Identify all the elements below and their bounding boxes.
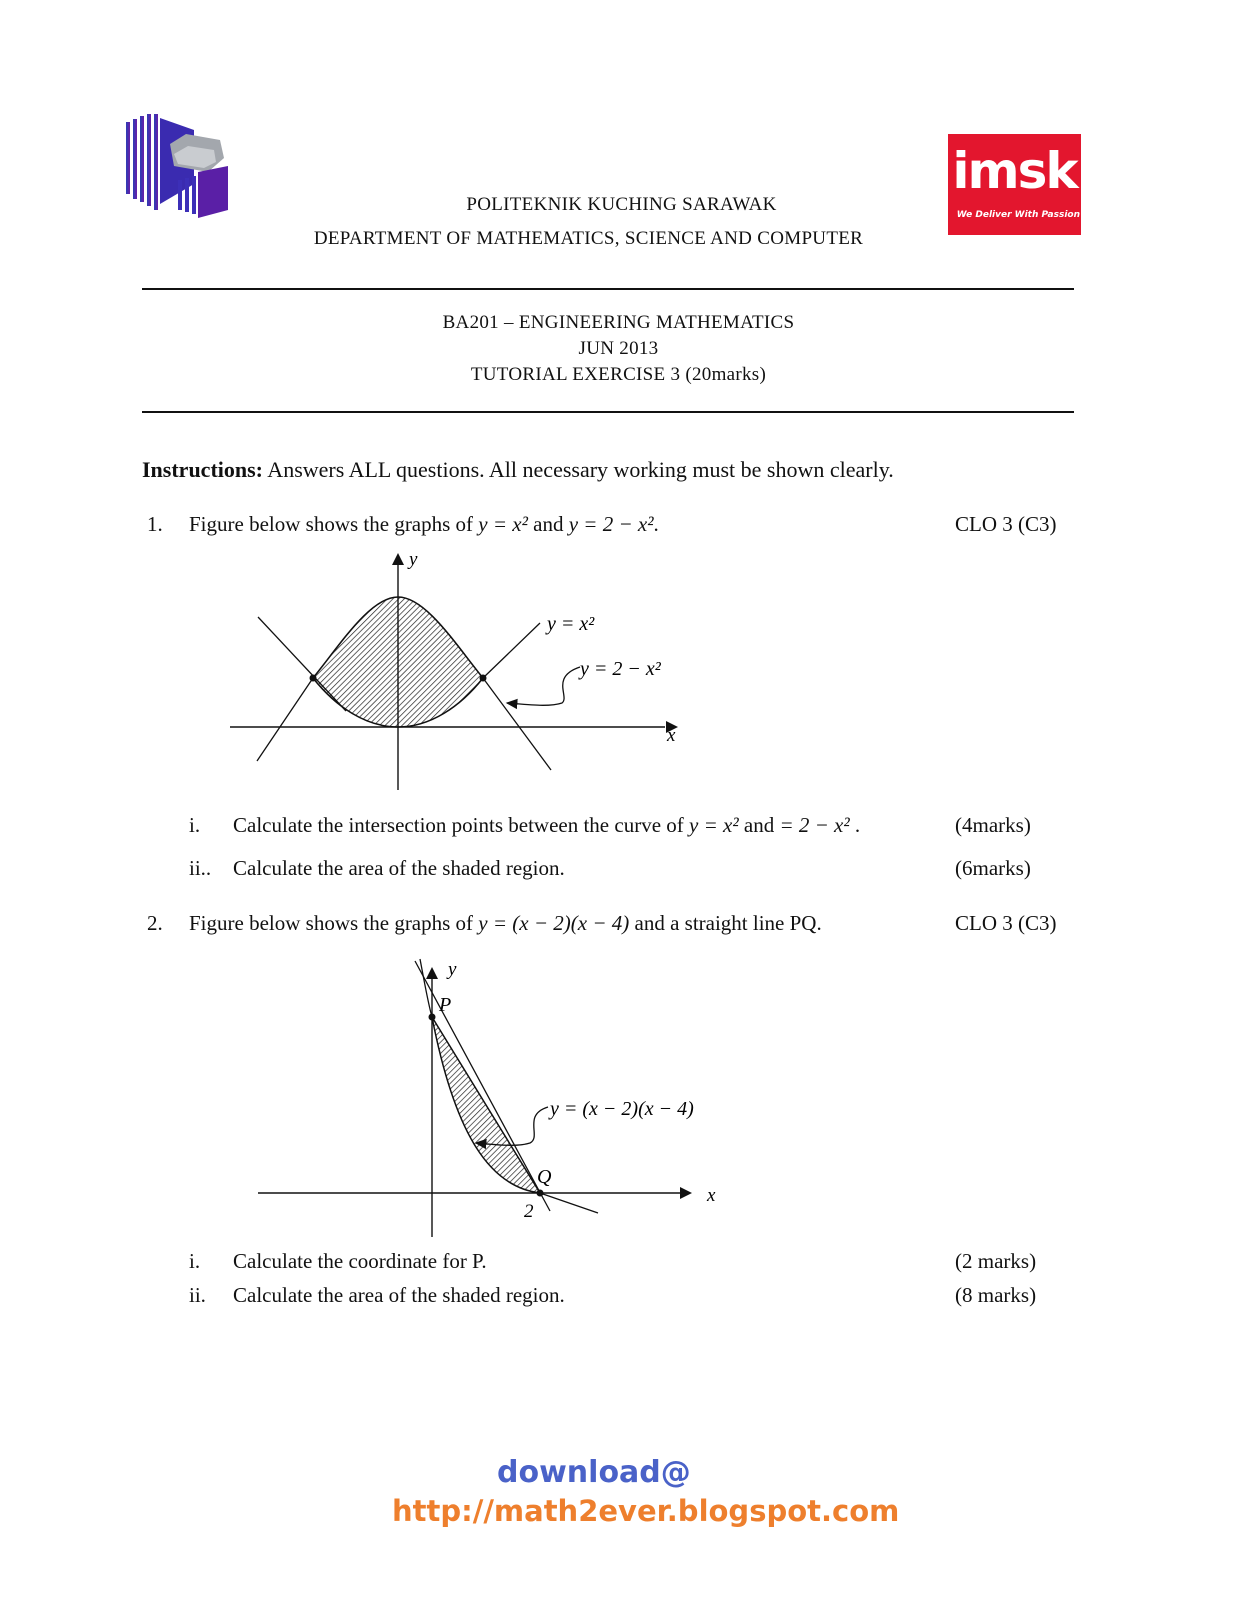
figure-1-curve2-label: y = 2 − x² — [580, 658, 661, 680]
figure-1-x-label: x — [667, 725, 676, 746]
imsk-logo-tagline: We Deliver With Passion — [956, 210, 1080, 220]
figure-2-x-arrow — [680, 1187, 692, 1199]
figure-2-y-label: y — [448, 959, 457, 980]
figure-1-y-arrow — [392, 553, 404, 565]
instructions-text: Answers ALL questions. All necessary working must be shown clearly. — [263, 457, 894, 482]
q2-part-i-text: Calculate the coordinate for P. — [233, 1249, 487, 1273]
question-2-stem — [189, 911, 822, 936]
figure-2-q-label: Q — [537, 1166, 552, 1188]
figure-2-point-q — [537, 1190, 544, 1197]
q1-part-i-suffix: . — [849, 813, 861, 837]
q1-stem-mid: and — [527, 512, 569, 536]
q1-stem-suffix: . — [653, 512, 659, 536]
q2-stem-prefix: Figure below shows the graphs of — [189, 911, 479, 935]
divider-bottom — [142, 411, 1074, 413]
q2-part-ii-marks: (8 marks) — [955, 1283, 1037, 1307]
imsk-logo — [948, 134, 1081, 235]
q1-stem-prefix: Figure below shows the graphs of — [189, 512, 479, 536]
figure-1-line-left-lower — [257, 678, 313, 761]
figure-1-curve1-label: y = x² — [547, 613, 595, 635]
figure-2-line-pq — [415, 961, 550, 1211]
q2-part-ii-label: ii. — [189, 1283, 206, 1307]
q1-part-i-prefix: Calculate the intersection points between the curve of — [233, 813, 690, 837]
q2-stem-math1: y = (x − 2)(x − 4) — [478, 911, 630, 935]
q1-stem-math2: y = 2 − x² — [568, 512, 654, 536]
question-1-clo: CLO 3 (C3) — [955, 512, 1057, 536]
question-2-number: 2. — [147, 911, 163, 935]
figure-2-point-p — [429, 1014, 436, 1021]
instructions — [142, 457, 894, 483]
q2-part-i-marks: (2 marks) — [955, 1249, 1037, 1273]
figure-1-line-right — [483, 623, 540, 678]
q1-part-ii-marks: (6marks) — [955, 856, 1031, 880]
q2-part-ii-text: Calculate the area of the shaded region. — [233, 1283, 565, 1307]
footer-blog-link[interactable]: http://math2ever.blogspot.com — [392, 1494, 900, 1528]
figure-2-p-label: P — [439, 994, 452, 1016]
figure-2-curve-label: y = (x − 2)(x − 4) — [550, 1098, 694, 1120]
q1-part-i-marks: (4marks) — [955, 813, 1031, 837]
figure-1 — [220, 545, 700, 800]
q1-part-ii-label: ii.. — [189, 856, 212, 880]
divider-top — [142, 288, 1074, 290]
q1-stem-math1: y = x² — [478, 512, 528, 536]
imsk-logo-text: imsk — [952, 142, 1077, 200]
q1-part-i-math1: y = x² — [689, 813, 739, 837]
q1-part-i-mid: and — [738, 813, 780, 837]
instructions-label: Instructions: — [142, 457, 264, 482]
q1-part-i-math2: = 2 − x² — [779, 813, 850, 837]
figure-2-tick-2: 2 — [524, 1201, 534, 1222]
figure-2-shaded-region — [432, 1017, 540, 1193]
figure-2-x-label: x — [707, 1185, 716, 1206]
session: JUN 2013 — [578, 338, 659, 359]
figure-1-y-label: y — [409, 549, 418, 570]
figure-1-pointer-arrow — [507, 667, 580, 705]
q2-stem-suffix: and a straight line PQ. — [629, 911, 822, 935]
exercise-title: TUTORIAL EXERCISE 3 (20marks) — [470, 364, 767, 385]
question-1-stem — [189, 512, 659, 537]
figure-2-y-arrow — [426, 967, 438, 979]
course-title: BA201 – ENGINEERING MATHEMATICS — [442, 312, 795, 333]
figure-2-curve-extension — [540, 1193, 598, 1213]
figure-1-line-right-lower — [483, 678, 551, 770]
figure-1-point-right — [480, 675, 487, 682]
q2-part-i-label: i. — [189, 1249, 201, 1273]
q1-part-i-label: i. — [189, 813, 201, 837]
department-name: DEPARTMENT OF MATHEMATICS, SCIENCE AND COMPUTER — [313, 228, 864, 249]
footer-download-label: download@ — [497, 1455, 691, 1490]
figure-2 — [250, 955, 740, 1245]
q1-part-ii-text: Calculate the area of the shaded region. — [233, 856, 565, 880]
question-1-number: 1. — [147, 512, 163, 536]
q1-part-i-text — [233, 813, 860, 838]
question-2-clo: CLO 3 (C3) — [955, 911, 1057, 935]
figure-1-point-left — [310, 675, 317, 682]
institution-name: POLITEKNIK KUCHING SARAWAK — [466, 194, 777, 215]
